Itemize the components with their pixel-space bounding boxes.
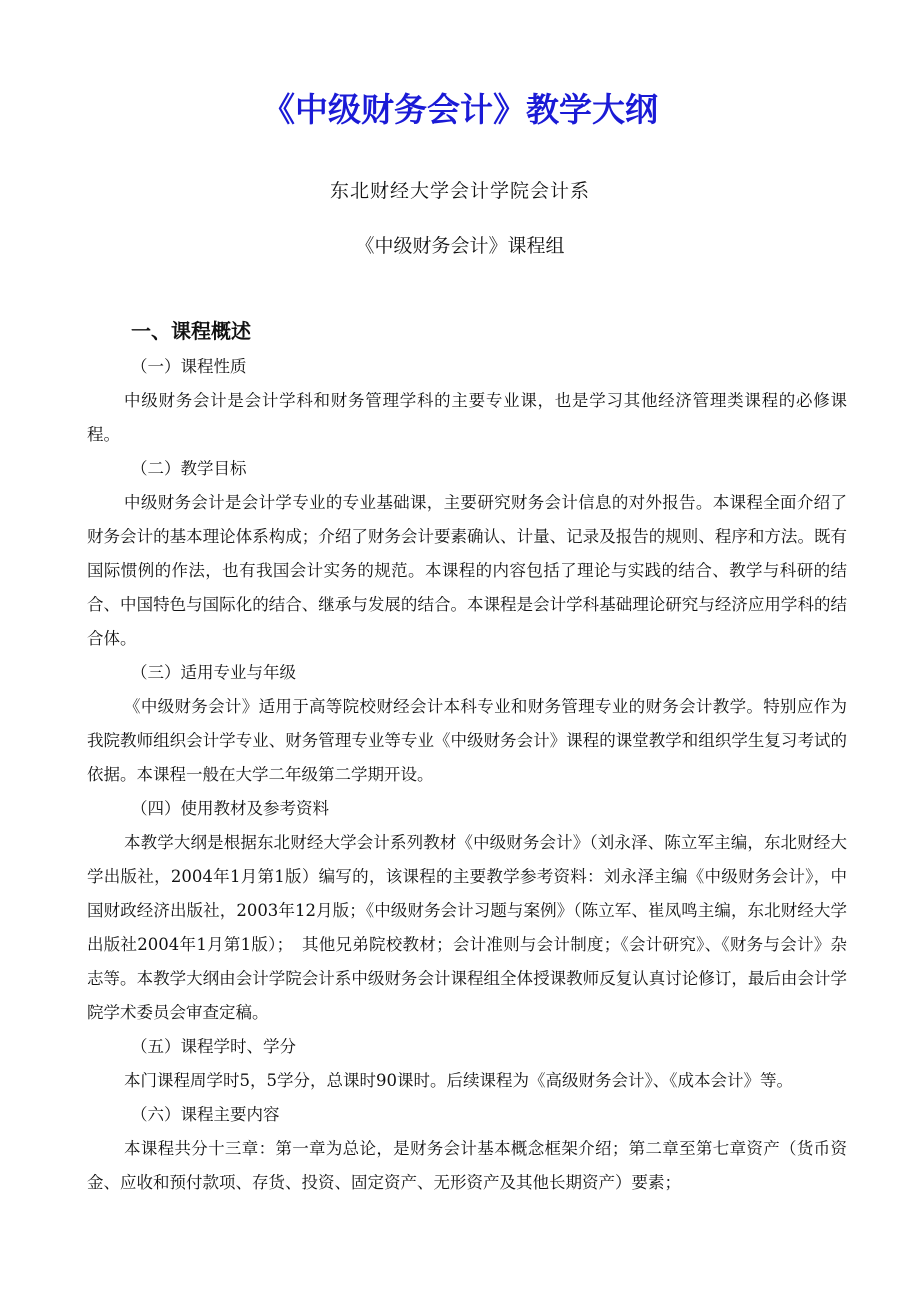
- subsection-heading-applicable-majors: （三）适用专业与年级: [131, 663, 296, 682]
- subsection-heading-objectives: （二）教学目标: [131, 459, 247, 478]
- paragraph-main-content: 本课程共分十三章：第一章为总论，是财务会计基本概念框架介绍；第二章至第七章资产（货币资金、应收和预付款项、存货、投资、固定资产、无形资产及其他长期资产）要素；: [87, 1139, 847, 1192]
- paragraph-applicable-majors: 《中级财务会计》适用于高等院校财经会计本科专业和财务管理专业的财务会计教学。特别应作为我院教师组织会计学专业、财务管理专业等专业《中级财务会计》课程的课堂教学和组织学生复习考试的依据。本课程一般在大学二年级第二学期开设。: [87, 697, 847, 784]
- subsection-heading-textbooks: （四）使用教材及参考资料: [131, 799, 329, 818]
- section-heading-overview: 一、课程概述: [131, 319, 251, 343]
- department-name: 东北财经大学会计学院会计系: [329, 180, 590, 202]
- paragraph-nature: 中级财务会计是会计学科和财务管理学科的主要专业课，也是学习其他经济管理类课程的必修课程。: [87, 391, 847, 444]
- paragraph-textbooks: 本教学大纲是根据东北财经大学会计系列教材《中级财务会计》（刘永泽、陈立军主编，东北财经大学出版社，2004年1月第1版）编写的，该课程的主要教学参考资料：刘永泽主编《中级财务会计》，中国财政经济出版社，2003年12月版；《中级财务会计习题与案例》（陈立军、崔凤鸣主编，东北财经大学出版社2004年1月第1版）； 其他兄弟院校教材；会计准则与会计制度；《会计研究》、《财务与会计》杂志等。本教学大纲由会计学院会计系中级财务会计课程组全体授课教师反复认真讨论修订，最后由会计学院学术委员会审查定稿。: [87, 833, 847, 1022]
- subsection-heading-nature: （一）课程性质: [131, 357, 247, 376]
- subsection-heading-main-content: （六）课程主要内容: [131, 1105, 280, 1124]
- course-group-name: 《中级财务会计》课程组: [355, 235, 565, 257]
- paragraph-objectives: 中级财务会计是会计学专业的专业基础课，主要研究财务会计信息的对外报告。本课程全面介绍了财务会计的基本理论体系构成；介绍了财务会计要素确认、计量、记录及报告的规则、程序和方法。既有国际惯例的作法，也有我国会计实务的规范。本课程的内容包括了理论与实践的结合、教学与科研的结合、中国特色与国际化的结合、继承与发展的结合。本课程是会计学科基础理论研究与经济应用学科的结合体。: [87, 493, 847, 648]
- paragraph-hours-credits: 本门课程周学时5，5学分，总课时90课时。后续课程为《高级财务会计》、《成本会计》等。: [124, 1071, 793, 1090]
- document-body: [87, 316, 847, 1200]
- document-title: 《中级财务会计》教学大纲: [262, 90, 658, 129]
- subsection-heading-hours-credits: （五）课程学时、学分: [131, 1037, 296, 1056]
